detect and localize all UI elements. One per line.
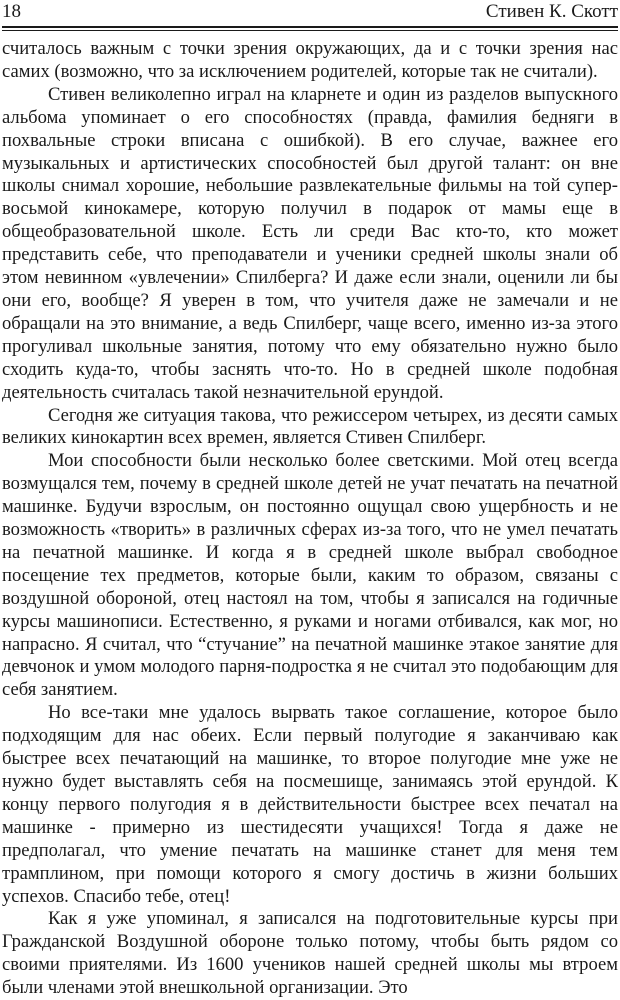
paragraph: Стивен великолепно играл на кларнете и один из разделов выпускного альбома упоминает о его способностях (правда, фамилия бедняги в похвальные строки вписана с ошибкой). В его случае, важнее его музыкальных и артистических способностей был другой талант: он вне школы снимал хорошие, небольшие развлекательные фильмы на той супер-восьмой кинокамере, которую получил в подарок от мамы еще в общеобразовательной школе. Есть ли среди Вас кто-то, кто может представить себе, что преподаватели и ученики средней школы знали об этом невинном «увлечении» Спилберга? И даже если знали, оценили ли бы они его, вообще? Я уверен в том, что учителя даже не замечали и не обращали на это внимание, а ведь Спилберг, чаще всего, именно из-за этого прогуливал школьные занятия, потому что ему обязательно нужно было сходить куда-то, чтобы заснять что-то. Но в средней школе подобная деятельность считалась такой незначительной ерундой.	[2, 83, 618, 403]
paragraph: Как я уже упоминал, я записался на подготовительные курсы при Гражданской Воздушной обороне только потому, чтобы быть рядом со своими приятелями. Из 1600 учеников нашей средней школы мы втроем были членами этой внешкольной организации. Это	[2, 908, 618, 999]
paragraph: считалось важным с точки зрения окружающих, да и с точки зрения нас самих (возможно, что за исключением родителей, которые так не считали).	[2, 38, 618, 82]
page-text	[2, 38, 618, 1000]
page-header	[2, 0, 618, 30]
paragraph: Сегодня же ситуация такова, что режиссером четырех, из десяти самых великих кинокартин всех времен, является Стивен Спилберг.	[2, 404, 618, 449]
page-number: 18	[2, 1, 21, 22]
paragraph: Но все-таки мне удалось вырвать такое соглашение, которое было подходящим для нас обеих. Если первый полугодие я заканчиваю как быстрее всех печатающий на машинке, то второе полугодие мне уже не нужно будет выставлять себя на посмешище, занимаясь этой ерундой. К концу первого полугодия я в действительности быстрее всех печатал на машинке - примерно из шестидесяти учащихся! Тогда я даже не предполагал, что умение печатать на машинке станет для меня тем трамплином, при помощи которого я смогу достичь в жизни больших успехов. Спасибо тебе, отец!	[2, 702, 618, 907]
running-title: Стивен К. Скотт	[485, 1, 618, 22]
header-rule-thick	[2, 26, 618, 28]
header-rule-thin	[2, 30, 618, 31]
paragraph: Мои способности были несколько более светскими. Мой отец всегда возмущался тем, почему в средней школе детей не учат печатать на печатной машинке. Будучи взрослым, он постоянно ощущал свою ущербность и не возможность «творить» в различных сферах из-за того, что не умел печатать на печатной машинке. И когда я в средней школе выбрал свободное посещение тех предметов, которые были, каким то образом, связаны с воздушной обороной, отец настоял на том, чтобы я записался на годичные курсы машинописи. Естественно, я руками и ногами отбивался, как мог, но напрасно. Я считал, что “стучание” на печатной машинке этакое занятие для девчонок и умом молодого парня-подростка я не считал это подобающим для себя занятием.	[2, 450, 618, 701]
